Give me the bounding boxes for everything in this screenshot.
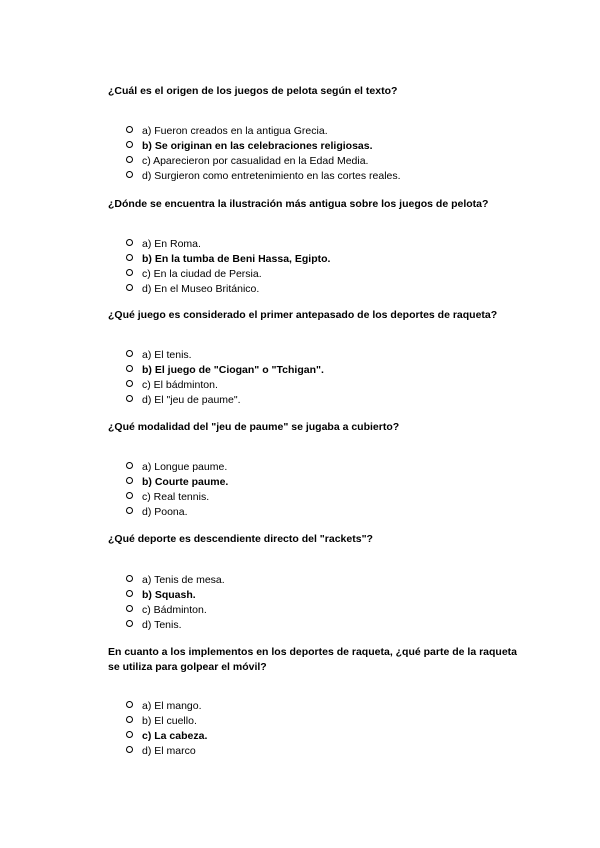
bullet-circle-icon [126,575,133,582]
options-4 [126,460,228,520]
bullet-circle-icon [126,239,133,246]
bullet-circle-icon [126,380,133,387]
option-1d[interactable] [126,169,401,184]
option-5d[interactable] [126,618,225,633]
option-label: b) El juego de "Ciogan" o "Tchigan". [142,364,324,376]
option-5a[interactable] [126,573,225,588]
option-4c[interactable] [126,490,228,505]
option-label: d) En el Museo Británico. [142,283,260,295]
bullet-circle-icon [126,254,133,261]
bullet-circle-icon [126,395,133,402]
option-1a[interactable] [126,124,401,139]
option-label: a) Tenis de mesa. [142,574,225,586]
option-label: a) El mango. [142,700,202,712]
option-3a[interactable] [126,348,324,363]
bullet-circle-icon [126,126,133,133]
option-6d[interactable] [126,744,207,759]
option-5b[interactable] [126,588,225,603]
option-3b[interactable] [126,363,324,378]
option-2c[interactable] [126,267,330,282]
option-2b[interactable] [126,252,330,267]
option-label: c) Bádminton. [142,604,207,616]
bullet-circle-icon [126,141,133,148]
question-4: ¿Qué modalidad del "jeu de paume" se jugaba a cubierto? [108,421,400,433]
option-6b[interactable] [126,714,207,729]
bullet-circle-icon [126,746,133,753]
option-label: c) En la ciudad de Persia. [142,268,262,280]
option-label: b) El cuello. [142,715,197,727]
option-3d[interactable] [126,393,324,408]
option-label: d) Tenis. [142,619,182,631]
option-4b[interactable] [126,475,228,490]
option-4d[interactable] [126,505,228,520]
options-2 [126,237,330,297]
question-2: ¿Dónde se encuentra la ilustración más antigua sobre los juegos de pelota? [108,198,489,210]
bullet-circle-icon [126,620,133,627]
options-3 [126,348,324,408]
option-label: d) Poona. [142,506,188,518]
bullet-circle-icon [126,350,133,357]
bullet-circle-icon [126,605,133,612]
option-label: a) En Roma. [142,238,201,250]
bullet-circle-icon [126,284,133,291]
option-label: c) Aparecieron por casualidad en la Edad Media. [142,155,369,167]
options-1 [126,124,401,184]
option-3c[interactable] [126,378,324,393]
option-label: a) Fueron creados en la antigua Grecia. [142,125,328,137]
question-1: ¿Cuál es el origen de los juegos de pelota según el texto? [108,85,398,97]
bullet-circle-icon [126,365,133,372]
option-label: c) La cabeza. [142,730,208,742]
bullet-circle-icon [126,269,133,276]
bullet-circle-icon [126,507,133,514]
question-3: ¿Qué juego es considerado el primer antepasado de los deportes de raqueta? [108,309,498,321]
option-label: b) En la tumba de Beni Hassa, Egipto. [142,253,331,265]
option-label: a) Longue paume. [142,461,228,473]
bullet-circle-icon [126,477,133,484]
option-label: b) Squash. [142,589,196,601]
option-1c[interactable] [126,154,401,169]
bullet-circle-icon [126,171,133,178]
option-label: c) El bádminton. [142,379,218,391]
question-5: ¿Qué deporte es descendiente directo del "rackets"? [108,533,373,545]
option-6a[interactable] [126,699,207,714]
bullet-circle-icon [126,492,133,499]
option-label: b) Courte paume. [142,476,229,488]
option-2d[interactable] [126,282,330,297]
option-label: a) El tenis. [142,349,192,361]
option-label: d) El "jeu de paume". [142,394,241,406]
option-label: c) Real tennis. [142,491,210,503]
option-6c[interactable] [126,729,207,744]
options-5 [126,573,225,633]
bullet-circle-icon [126,590,133,597]
question-6: En cuanto a los implementos en los deportes de raqueta, ¿qué parte de la raqueta se utiliza para golpear el móvil? [108,646,518,673]
option-2a[interactable] [126,237,330,252]
bullet-circle-icon [126,156,133,163]
option-label: d) Surgieron como entretenimiento en las cortes reales. [142,170,401,182]
bullet-circle-icon [126,716,133,723]
option-1b[interactable] [126,139,401,154]
option-label: d) El marco [142,745,196,757]
option-4a[interactable] [126,460,228,475]
option-label: b) Se originan en las celebraciones religiosas. [142,140,373,152]
options-6 [126,699,207,759]
bullet-circle-icon [126,462,133,469]
bullet-circle-icon [126,701,133,708]
option-5c[interactable] [126,603,225,618]
bullet-circle-icon [126,731,133,738]
